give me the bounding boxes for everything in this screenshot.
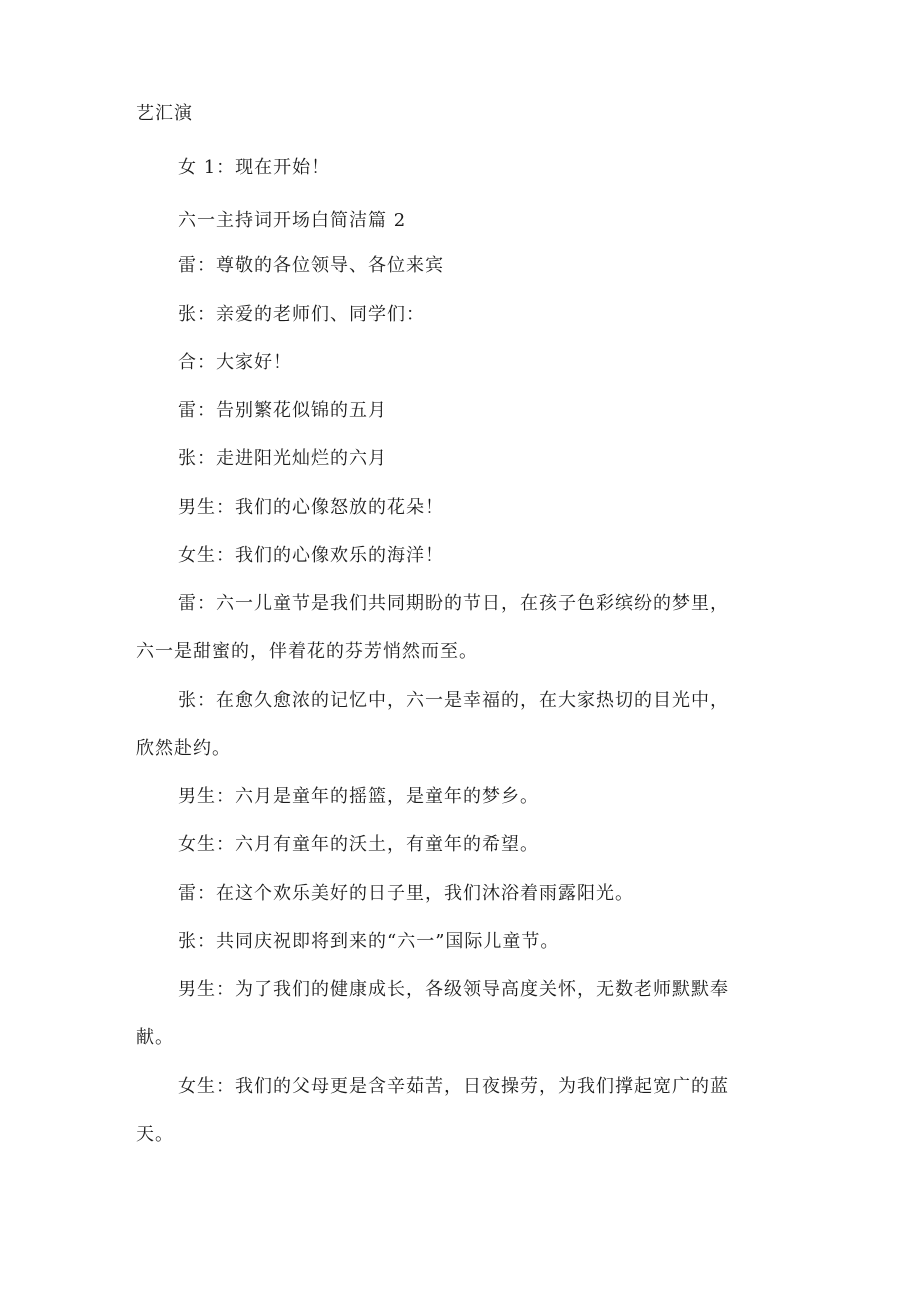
text-line: 献。 bbox=[136, 1027, 174, 1048]
text-line: 艺汇演 bbox=[136, 103, 193, 124]
text-line: 欣然赴约。 bbox=[136, 738, 231, 759]
text-line: 男生：六月是童年的摇篮，是童年的梦乡。 bbox=[178, 786, 539, 807]
text-line: 张：走进阳光灿烂的六月 bbox=[178, 448, 387, 469]
text-line: 天。 bbox=[136, 1124, 174, 1145]
text-line: 张：在愈久愈浓的记忆中，六一是幸福的，在大家热切的目光中， bbox=[178, 690, 729, 711]
text-line: 女生：我们的心像欢乐的海洋！ bbox=[178, 545, 444, 566]
text-line: 女生：六月有童年的沃土，有童年的希望。 bbox=[178, 834, 539, 855]
text-line: 女生：我们的父母更是含辛茹苦，日夜操劳，为我们撑起宽广的蓝 bbox=[178, 1076, 729, 1097]
text-line: 男生：为了我们的健康成长，各级领导高度关怀，无数老师默默奉 bbox=[178, 979, 729, 1000]
text-line: 雷：尊敬的各位领导、各位来宾 bbox=[178, 255, 444, 276]
text-line: 张：亲爱的老师们、同学们： bbox=[178, 304, 425, 325]
text-line: 女 1：现在开始！ bbox=[178, 157, 331, 178]
text-line: 张：共同庆祝即将到来的“六一”国际儿童节。 bbox=[178, 931, 560, 952]
text-line: 男生：我们的心像怒放的花朵！ bbox=[178, 497, 444, 518]
section-heading: 六一主持词开场白简洁篇 2 bbox=[178, 210, 407, 231]
text-line: 雷：六一儿童节是我们共同期盼的节日，在孩子色彩缤纷的梦里， bbox=[178, 593, 729, 614]
text-line: 雷：告别繁花似锦的五月 bbox=[178, 400, 387, 421]
text-line: 合：大家好！ bbox=[178, 352, 292, 373]
text-line: 雷：在这个欢乐美好的日子里，我们沐浴着雨露阳光。 bbox=[178, 883, 634, 904]
text-line: 六一是甜蜜的，伴着花的芬芳悄然而至。 bbox=[136, 641, 478, 662]
